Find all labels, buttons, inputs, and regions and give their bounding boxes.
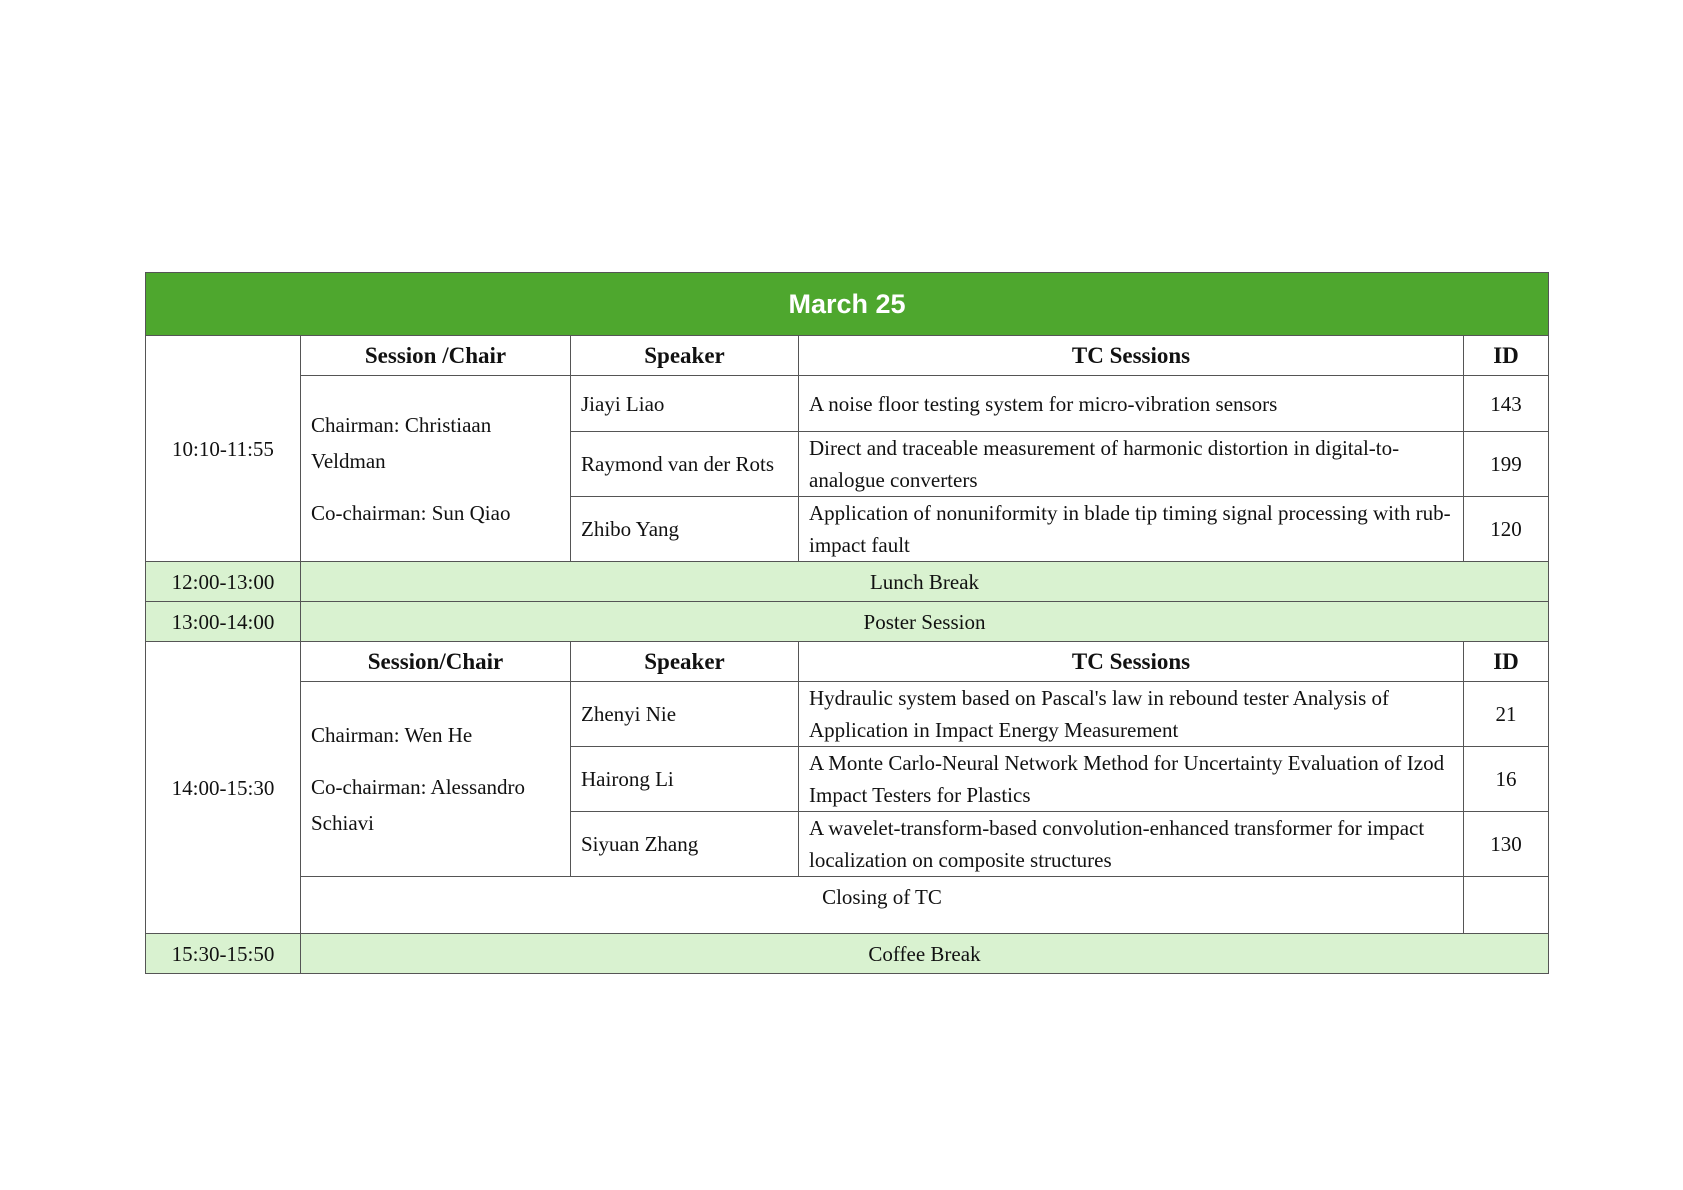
coffee-break-row (146, 934, 1549, 974)
session-time: 10:10-11:55 (146, 336, 301, 562)
closing-label: Closing of TC (301, 877, 1464, 934)
session-chairs (301, 376, 571, 562)
break-time: 12:00-13:00 (146, 562, 301, 602)
break-label: Coffee Break (301, 934, 1549, 974)
speaker-name: Zhenyi Nie (571, 682, 799, 747)
talk-title: Application of nonuniformity in blade tip timing signal processing with rub-impact fault (799, 497, 1464, 562)
session-chairs (301, 682, 571, 877)
paper-id: 120 (1464, 497, 1549, 562)
paper-id: 16 (1464, 747, 1549, 812)
header-id: ID (1464, 336, 1549, 376)
closing-row (146, 877, 1549, 934)
talk-title: A Monte Carlo-Neural Network Method for Uncertainty Evaluation of Izod Impact Testers for Plastics (799, 747, 1464, 812)
title-row (146, 273, 1549, 336)
closing-id-empty (1464, 877, 1549, 934)
header-speaker: Speaker (571, 642, 799, 682)
break-label: Poster Session (301, 602, 1549, 642)
header-id: ID (1464, 642, 1549, 682)
header-tc-sessions: TC Sessions (799, 336, 1464, 376)
poster-session-row (146, 602, 1549, 642)
co-chairman: Co-chairman: Alessandro Schiavi (311, 775, 526, 835)
paper-id: 143 (1464, 376, 1549, 432)
header-speaker: Speaker (571, 336, 799, 376)
schedule-table (145, 272, 1549, 974)
header-row (146, 336, 1549, 376)
paper-id: 21 (1464, 682, 1549, 747)
paper-id: 199 (1464, 432, 1549, 497)
speaker-name: Jiayi Liao (571, 376, 799, 432)
schedule-title: March 25 (146, 273, 1549, 336)
speaker-name: Zhibo Yang (571, 497, 799, 562)
talk-title: Direct and traceable measurement of harmonic distortion in digital-to-analogue converters (799, 432, 1464, 497)
chairman: Chairman: Christiaan Veldman (311, 412, 492, 473)
session-time: 14:00-15:30 (146, 642, 301, 934)
header-row (146, 642, 1549, 682)
speaker-name: Hairong Li (571, 747, 799, 812)
speaker-name: Raymond van der Rots (571, 432, 799, 497)
co-chairman: Co-chairman: Sun Qiao (311, 500, 511, 525)
table-row (146, 376, 1549, 432)
chairman: Chairman: Wen He (311, 723, 473, 747)
talk-title: Hydraulic system based on Pascal's law in rebound tester Analysis of Application in Impact Energy Measurement (799, 682, 1464, 747)
talk-title: A wavelet-transform-based convolution-enhanced transformer for impact localization on composite structures (799, 812, 1464, 877)
table-row (146, 682, 1549, 747)
paper-id: 130 (1464, 812, 1549, 877)
break-time: 13:00-14:00 (146, 602, 301, 642)
lunch-break-row (146, 562, 1549, 602)
header-session-chair: Session/Chair (301, 642, 571, 682)
header-tc-sessions: TC Sessions (799, 642, 1464, 682)
speaker-name: Siyuan Zhang (571, 812, 799, 877)
header-session-chair: Session /Chair (301, 336, 571, 376)
break-time: 15:30-15:50 (146, 934, 301, 974)
talk-title: A noise floor testing system for micro-vibration sensors (799, 376, 1464, 432)
break-label: Lunch Break (301, 562, 1549, 602)
